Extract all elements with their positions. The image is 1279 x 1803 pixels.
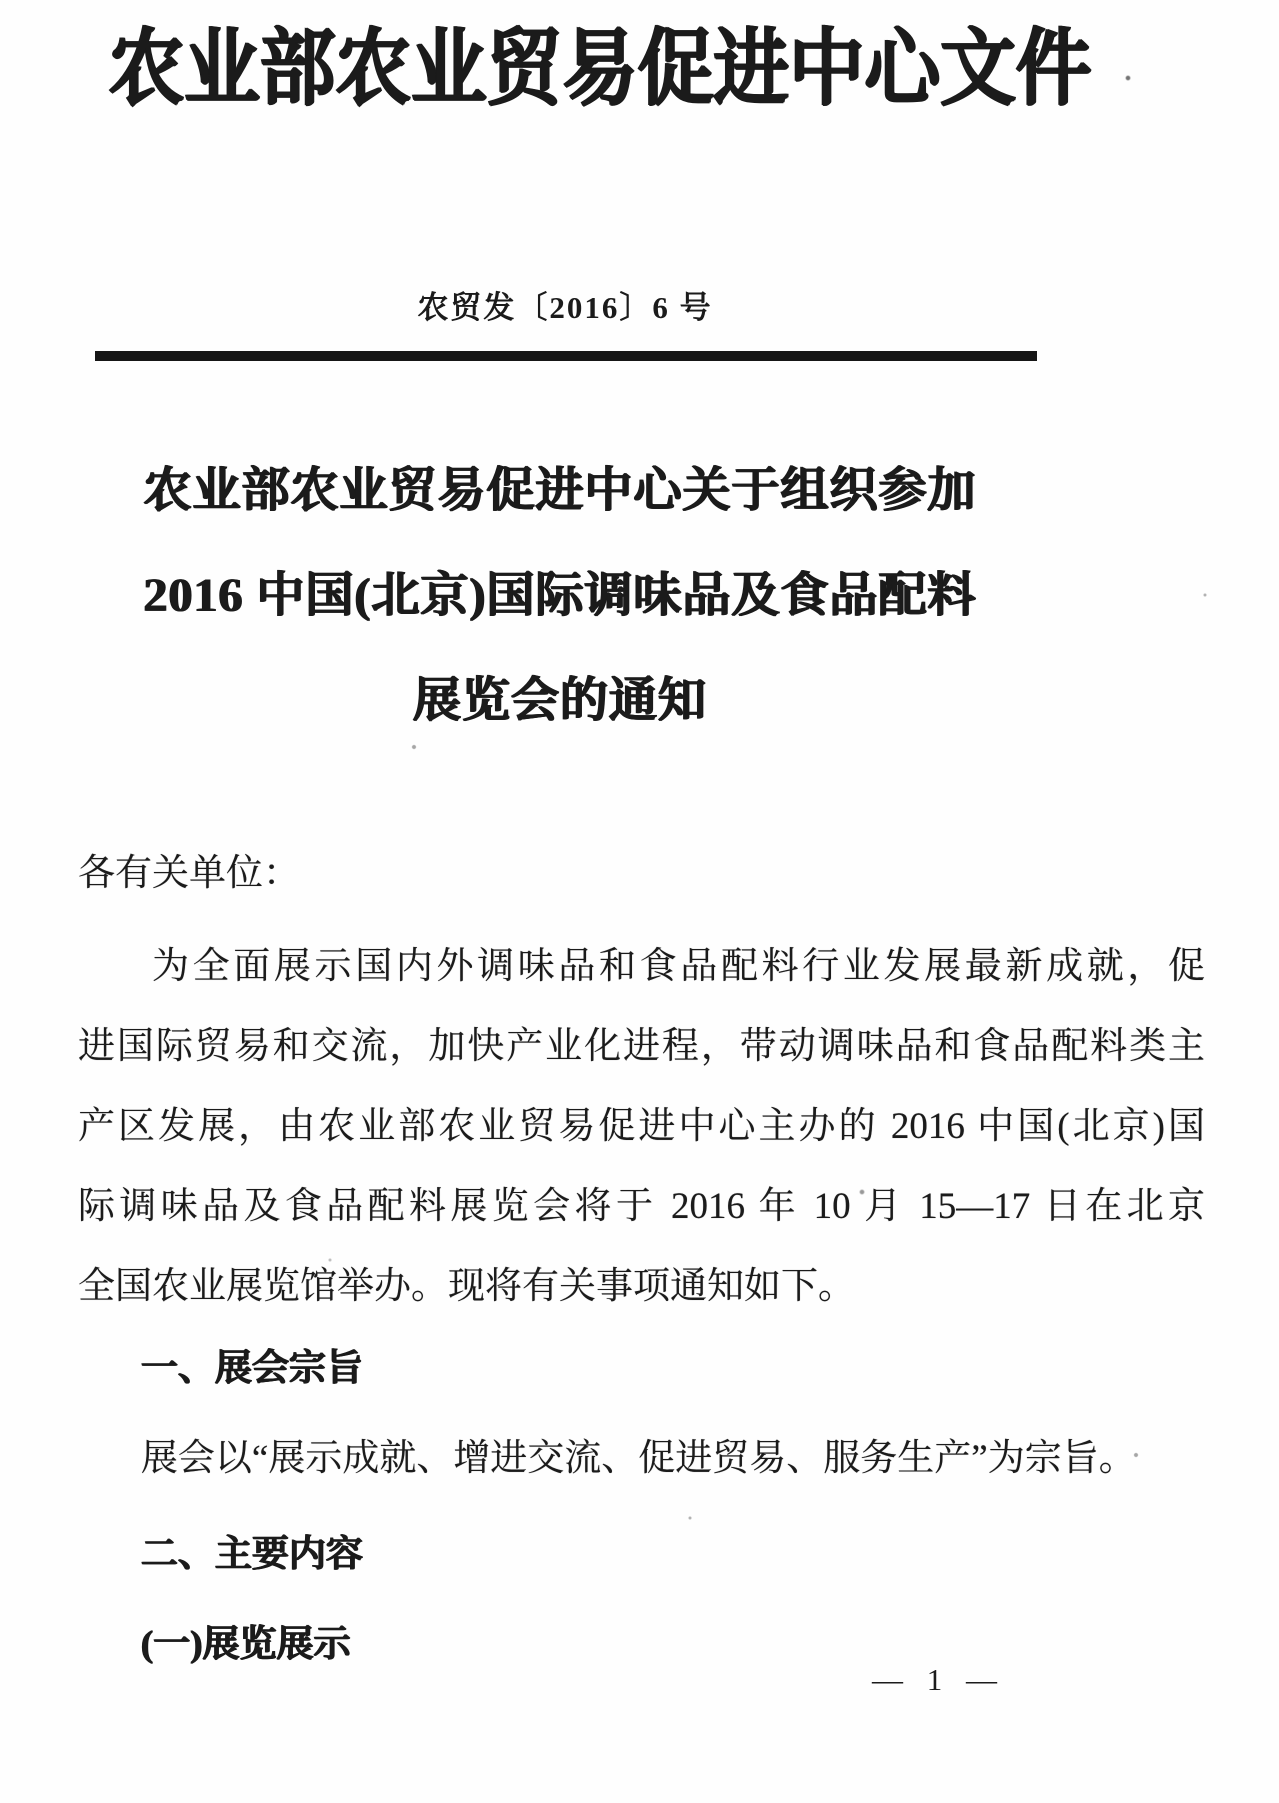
title-line-1: 农业部农业贸易促进中心关于组织参加: [143, 464, 977, 517]
body-line-5: 全国农业展览馆举办。现将有关事项通知如下。: [78, 1266, 855, 1307]
body-line-3: 产区发展，由农业部农业贸易促进中心主办的 2016 中国(北京)国: [78, 1106, 1205, 1147]
issuing-agency-header: 农业部农业贸易促进中心文件: [108, 23, 1092, 116]
section-1-text: 展会以“展示成就、增进交流、促进贸易、服务生产”为宗旨。: [140, 1438, 1136, 1479]
document-body: [78, 845, 1205, 1673]
document-title: [0, 438, 1120, 753]
salutation: 各有关单位：: [78, 853, 300, 894]
page-number: — 1 —: [872, 1662, 1005, 1697]
header-divider-rule: [95, 351, 1037, 361]
title-line-3: 展览会的通知: [412, 674, 707, 727]
section-1-heading: 一、展会宗旨: [140, 1348, 363, 1389]
title-line-2: 2016 中国(北京)国际调味品及食品配料: [143, 569, 977, 622]
section-2-subheading: (一)展览展示: [140, 1624, 351, 1665]
section-2-heading: 二、主要内容: [140, 1534, 363, 1575]
body-line-4: 际调味品及食品配料展览会将于 2016 年 10 月 15—17 日在北京: [78, 1186, 1205, 1227]
body-paragraph: [78, 927, 1205, 1327]
document-reference-number: 农贸发〔2016〕6 号: [417, 290, 713, 325]
body-line-1: 为全面展示国内外调味品和食品配料行业发展最新成就，促: [152, 946, 1205, 987]
body-line-2: 进国际贸易和交流，加快产业化进程，带动调味品和食品配料类主: [78, 1026, 1205, 1067]
